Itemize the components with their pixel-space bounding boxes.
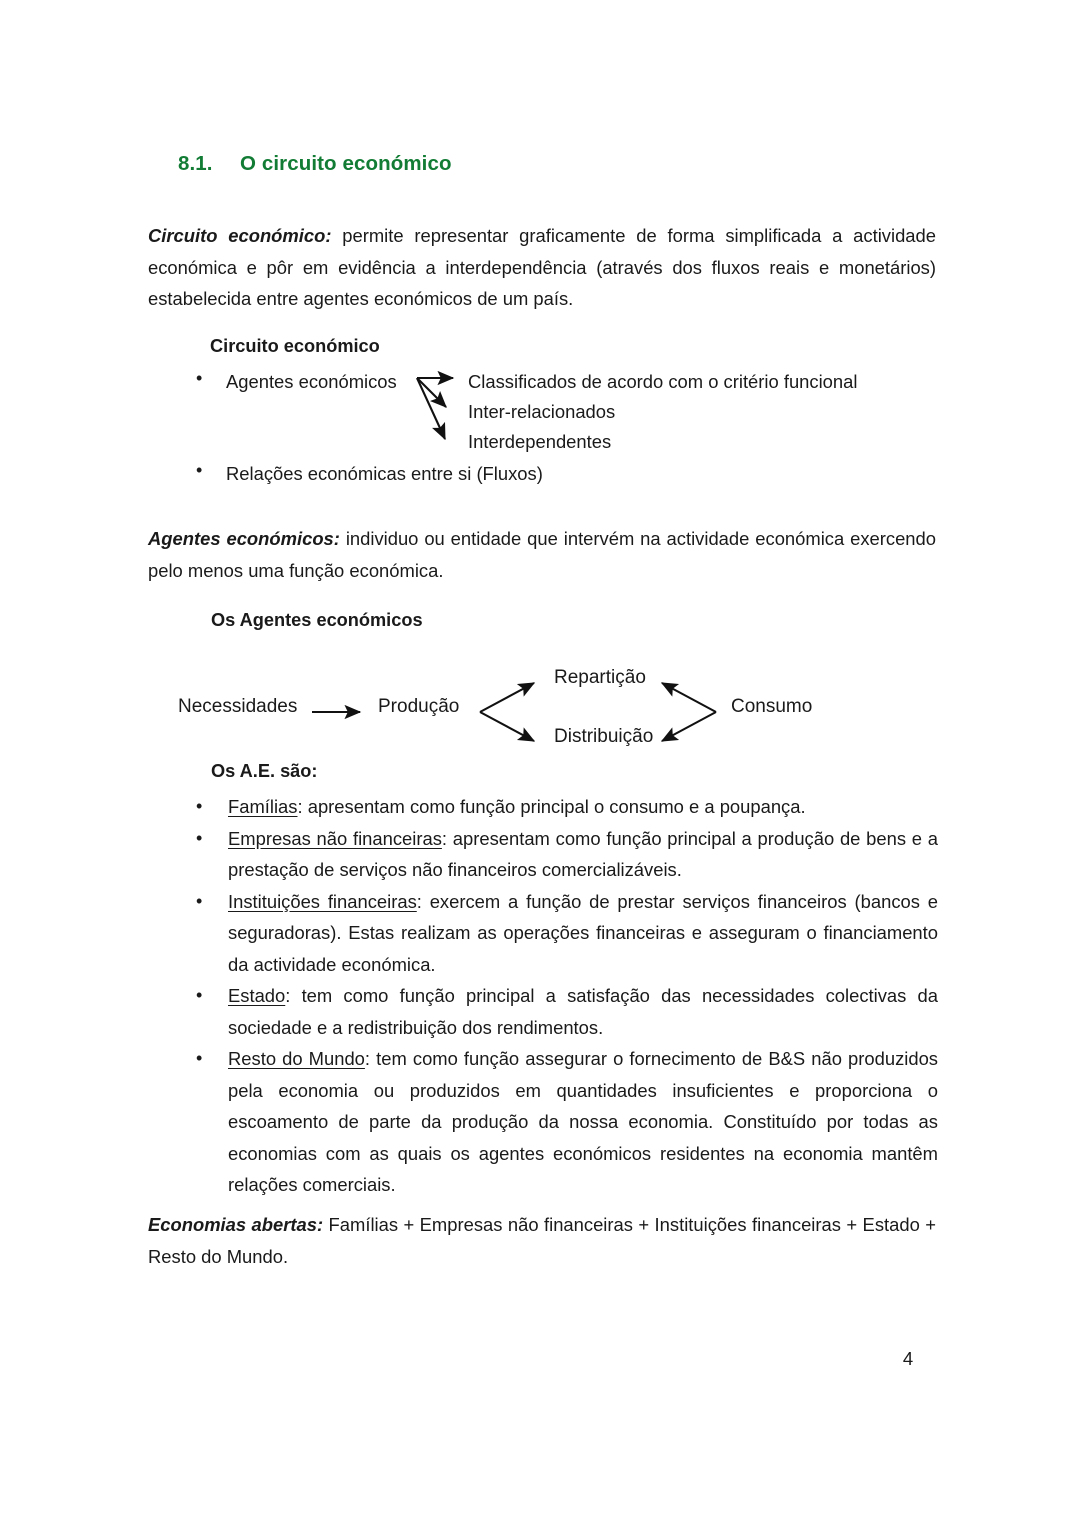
economias-lead-term: Economias abertas: xyxy=(148,1214,324,1235)
intro-paragraph xyxy=(148,220,936,315)
agentes-list xyxy=(148,791,938,1201)
bullet-dot-icon: • xyxy=(196,890,203,911)
section-title-text: O circuito económico xyxy=(240,152,452,175)
intro-body-text: permite representar graficamente de forma simplificada a actividade económica e pôr em evidência a interdependência (através dos fluxos reais e monetários) estabelecida entre agentes económicos de um país. xyxy=(148,225,936,309)
diagram-branch-label-1: Classificados de acordo com o critério funcional xyxy=(468,371,858,392)
bullet-dot-icon: • xyxy=(196,827,203,848)
agentes-paragraph xyxy=(148,523,936,586)
diagram-branch-label-3: Interdependentes xyxy=(468,431,612,452)
diagram-circuito-title: Circuito económico xyxy=(210,336,380,356)
flow-node-reparticao: Repartição xyxy=(554,667,646,688)
bullet-dot-icon: • xyxy=(196,460,203,480)
intro-lead-term: Circuito económico: xyxy=(148,225,332,246)
diagram-agentes-title: Os Agentes económicos xyxy=(211,610,423,630)
section-number: 8.1. xyxy=(178,152,213,175)
flow-node-consumo: Consumo xyxy=(731,696,813,717)
flow-node-distribuicao: Distribuição xyxy=(554,726,654,747)
list-item xyxy=(148,791,938,823)
diagram-second-bullet-label: Relações económicas entre si (Fluxos) xyxy=(226,463,543,484)
list-item-term: Famílias xyxy=(228,796,298,817)
list-item xyxy=(148,980,938,1043)
list-title: Os A.E. são: xyxy=(211,761,318,781)
diagram-circuito-economico xyxy=(148,336,938,488)
diagram-agentes-arrows xyxy=(148,660,938,760)
economias-paragraph xyxy=(148,1209,936,1272)
flow-node-producao: Produção xyxy=(378,696,460,717)
list-item-term: Resto do Mundo xyxy=(228,1048,365,1069)
diagram-agentes-flow xyxy=(148,660,938,760)
list-item-text: : tem como função assegurar o fornecimento de B&S não produzidos pela economia ou produzidos em quantidades insuficientes e proporciona o escoamento de parte da produção da nossa economia. Constituído por todas as economias com as quais os agentes económicos residentes na economia mantêm relações comerciais. xyxy=(228,1048,939,1195)
list-item-text: : exercem a função de prestar serviços financeiros (bancos e seguradoras). Estas realizam as operações financeiras e asseguram o financiamento da actividade económica. xyxy=(228,890,938,975)
flow-node-necessidades: Necessidades xyxy=(178,696,298,717)
diagram-source-label: Agentes económicos xyxy=(226,371,397,392)
agentes-body-text: individuo ou entidade que intervém na actividade económica exercendo pelo menos uma função económica. xyxy=(148,528,936,581)
economias-body-text: Famílias + Empresas não financeiras + Instituições financeiras + Estado + Resto do Mundo. xyxy=(148,1214,936,1267)
bullet-dot-icon: • xyxy=(196,985,203,1005)
list-item-text: : apresentam como função principal o consumo e a poupança. xyxy=(297,796,806,817)
list-item xyxy=(148,823,938,886)
page-title xyxy=(178,152,452,176)
list-item-term: Estado xyxy=(228,985,286,1006)
bullet-dot-icon: • xyxy=(196,368,203,388)
list-item-text: : tem como função principal a satisfação das necessidades colectivas da sociedade e a redistribuição dos rendimentos. xyxy=(228,985,938,1038)
list-item-term: Empresas não financeiras xyxy=(228,827,442,849)
page-number: 4 xyxy=(902,1348,914,1369)
list-item-text: : apresentam como função principal a produção de bens e a prestação de serviços não financeiros comercializáveis. xyxy=(228,827,938,880)
diagram-branch-label-2: Inter-relacionados xyxy=(468,401,616,422)
list-item-term: Instituições financeiras xyxy=(228,890,417,912)
list-item xyxy=(148,1043,938,1201)
bullet-dot-icon: • xyxy=(196,796,203,816)
list-item xyxy=(148,886,938,981)
agentes-lead-term: Agentes económicos: xyxy=(148,528,340,549)
bullet-dot-icon: • xyxy=(196,1048,203,1068)
